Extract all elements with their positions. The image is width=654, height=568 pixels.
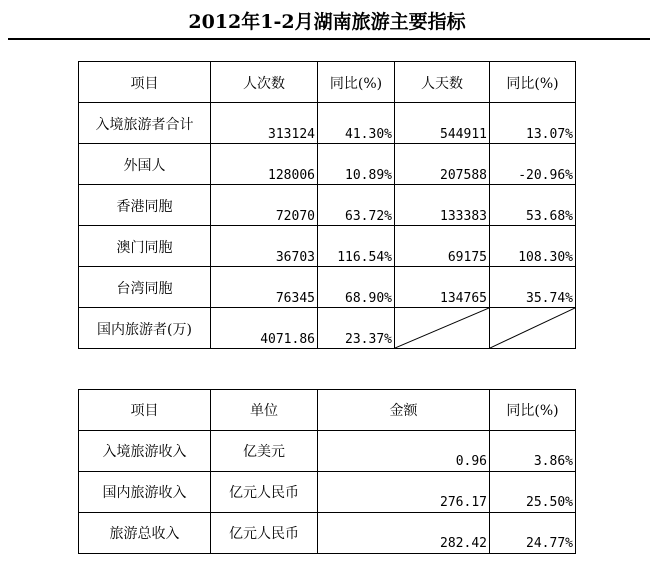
- row-label: 香港同胞: [79, 185, 211, 226]
- amount-cell: 0.96: [318, 431, 490, 472]
- yoy-cell: 3.86%: [490, 431, 576, 472]
- days-cell: 207588: [395, 144, 490, 185]
- diagonal-slash-icon: [395, 308, 489, 348]
- table-header-row: [79, 62, 576, 103]
- row-label: 国内旅游收入: [79, 472, 211, 513]
- visits-yoy-cell: 63.72%: [318, 185, 395, 226]
- table-header-row: [79, 390, 576, 431]
- table-row: [79, 431, 576, 472]
- header-item: 项目: [79, 62, 211, 103]
- amount-cell: 282.42: [318, 513, 490, 554]
- yoy-cell: 25.50%: [490, 472, 576, 513]
- visits-yoy-cell: 23.37%: [318, 308, 395, 349]
- title-underline: [8, 38, 650, 40]
- table-row: [79, 103, 576, 144]
- page-title: 2012年1-2月湖南旅游主要指标: [188, 11, 466, 33]
- days-cell: 69175: [395, 226, 490, 267]
- days-cell: 133383: [395, 185, 490, 226]
- header-amount: 金额: [318, 390, 490, 431]
- visits-yoy-cell: 116.54%: [318, 226, 395, 267]
- visits-cell: 4071.86: [211, 308, 318, 349]
- row-label: 入境旅游者合计: [79, 103, 211, 144]
- table-row: [79, 308, 576, 349]
- visits-cell: 36703: [211, 226, 318, 267]
- table-row: [79, 472, 576, 513]
- days-yoy-cell: -20.96%: [490, 144, 576, 185]
- header-days: 人天数: [395, 62, 490, 103]
- row-label: 外国人: [79, 144, 211, 185]
- days-yoy-cell: 53.68%: [490, 185, 576, 226]
- table-row: [79, 267, 576, 308]
- visits-cell: 313124: [211, 103, 318, 144]
- revenue-indicators-table: [78, 389, 576, 554]
- empty-diagonal-cell: [395, 308, 490, 349]
- visits-cell: 128006: [211, 144, 318, 185]
- unit-cell: 亿美元: [211, 431, 318, 472]
- amount-cell: 276.17: [318, 472, 490, 513]
- visits-yoy-cell: 68.90%: [318, 267, 395, 308]
- table-row: [79, 226, 576, 267]
- header-days-yoy: 同比(%): [490, 62, 576, 103]
- days-cell: 134765: [395, 267, 490, 308]
- row-label: 入境旅游收入: [79, 431, 211, 472]
- days-yoy-cell: 108.30%: [490, 226, 576, 267]
- visits-yoy-cell: 41.30%: [318, 103, 395, 144]
- diagonal-slash-icon: [490, 308, 575, 348]
- visits-cell: 72070: [211, 185, 318, 226]
- table-row: [79, 185, 576, 226]
- days-yoy-cell: 35.74%: [490, 267, 576, 308]
- header-unit: 单位: [211, 390, 318, 431]
- unit-cell: 亿元人民币: [211, 513, 318, 554]
- table-row: [79, 513, 576, 554]
- visits-cell: 76345: [211, 267, 318, 308]
- days-cell: 544911: [395, 103, 490, 144]
- header-visits-yoy: 同比(%): [318, 62, 395, 103]
- header-item: 项目: [79, 390, 211, 431]
- table-row: [79, 144, 576, 185]
- row-label: 澳门同胞: [79, 226, 211, 267]
- yoy-cell: 24.77%: [490, 513, 576, 554]
- visitor-indicators-table: [78, 61, 576, 349]
- row-label: 国内旅游者(万): [79, 308, 211, 349]
- header-yoy: 同比(%): [490, 390, 576, 431]
- visits-yoy-cell: 10.89%: [318, 144, 395, 185]
- row-label: 台湾同胞: [79, 267, 211, 308]
- days-yoy-cell: 13.07%: [490, 103, 576, 144]
- row-label: 旅游总收入: [79, 513, 211, 554]
- unit-cell: 亿元人民币: [211, 472, 318, 513]
- empty-diagonal-cell: [490, 308, 576, 349]
- header-visits: 人次数: [211, 62, 318, 103]
